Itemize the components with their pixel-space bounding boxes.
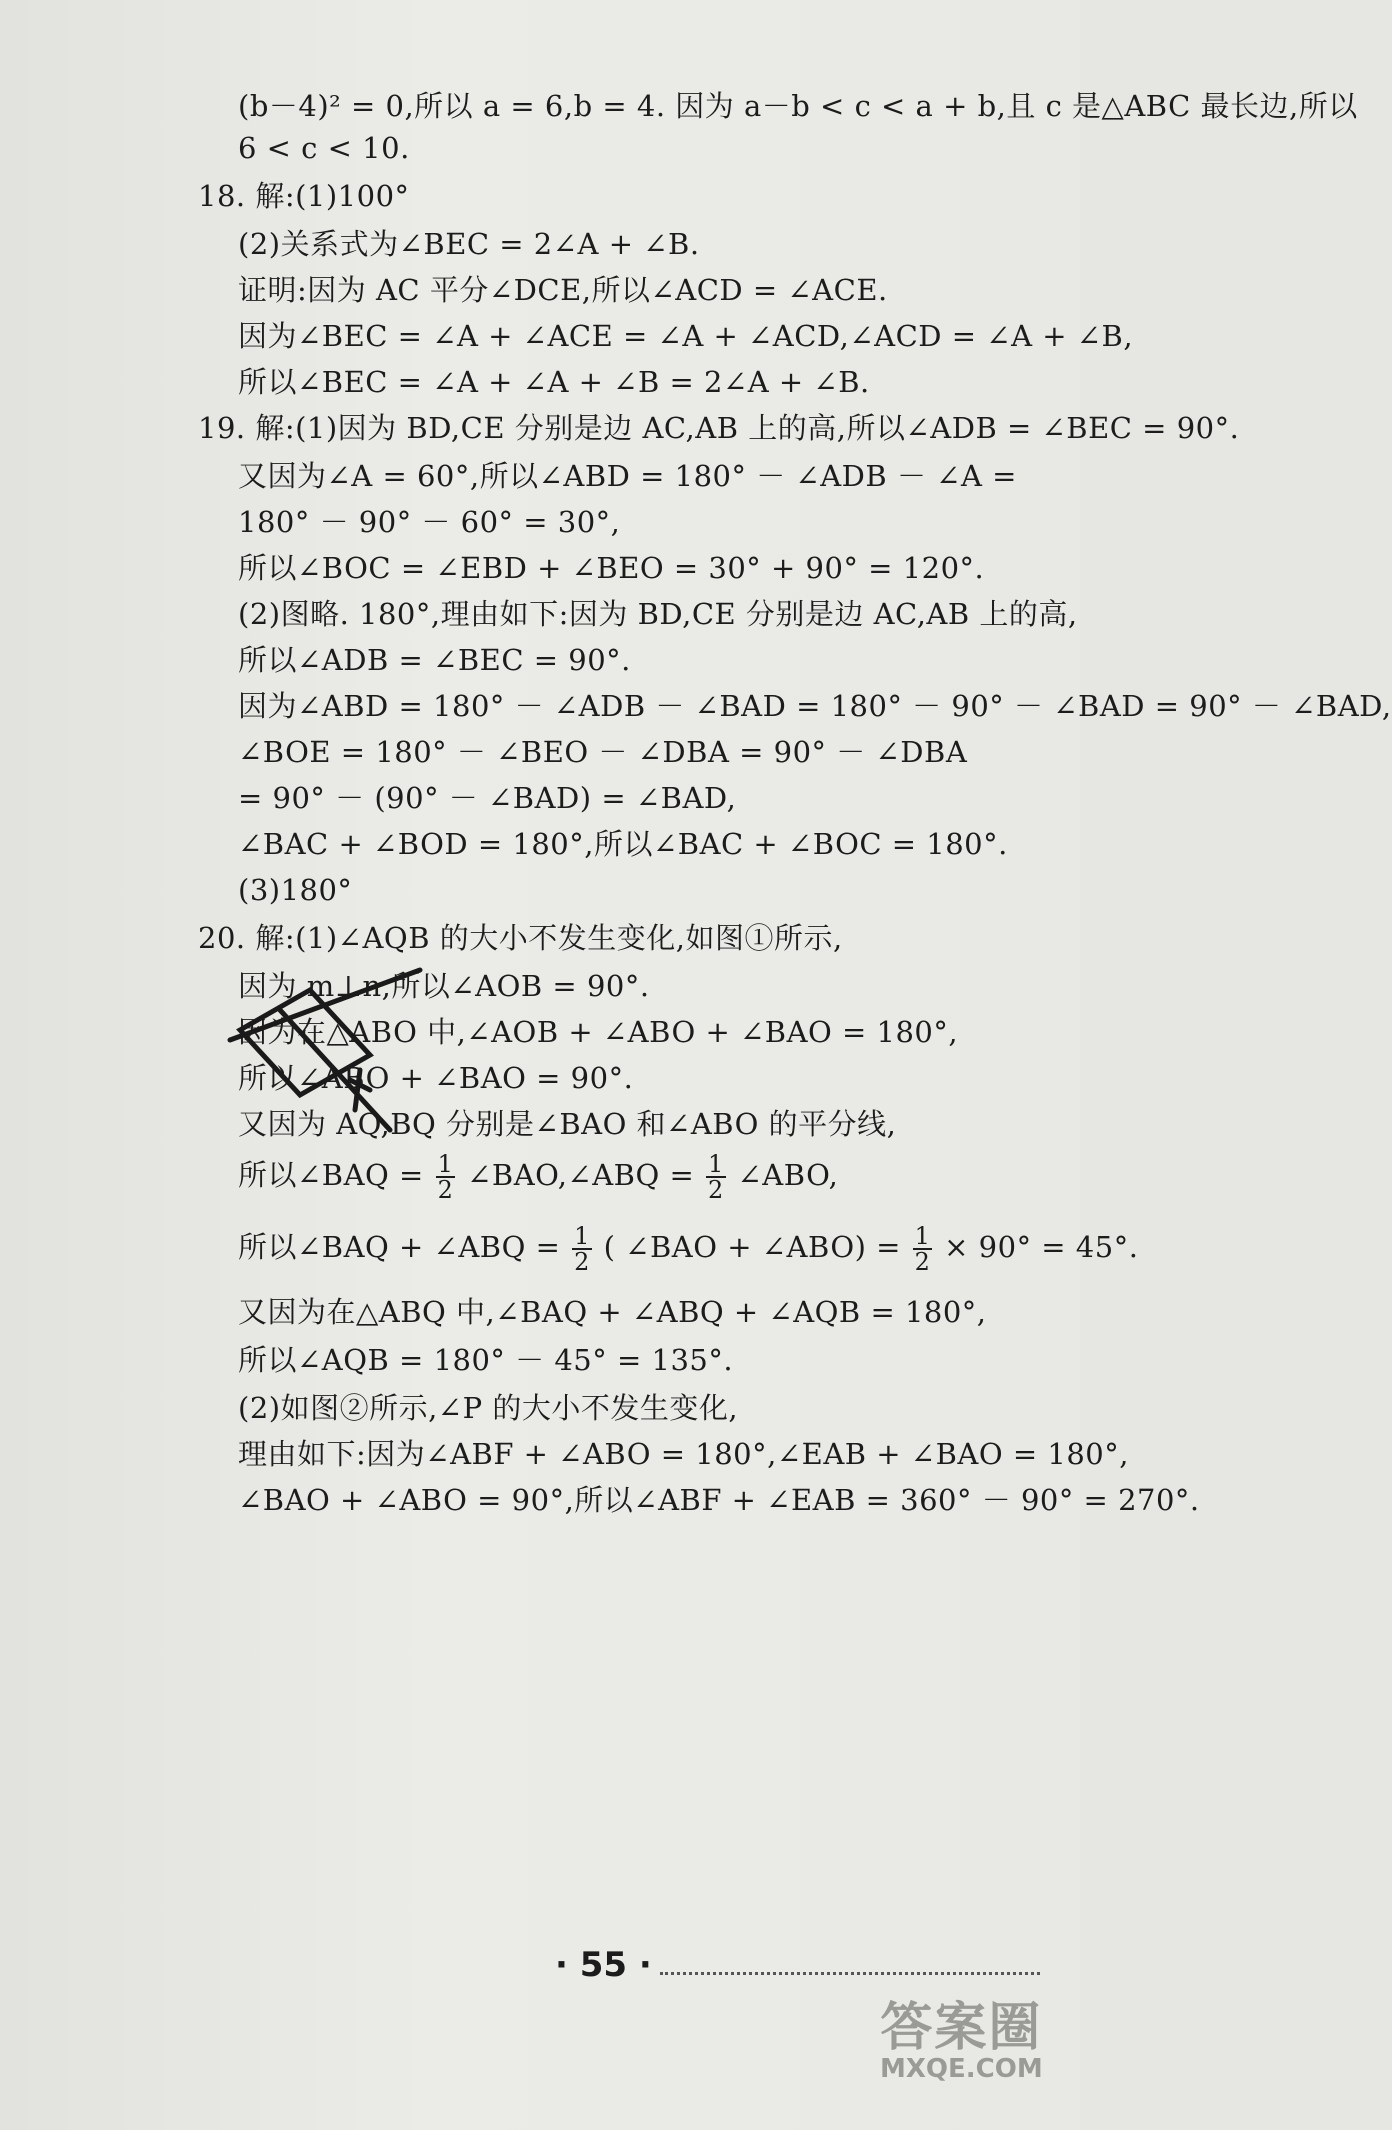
text-line: 因为∠ABD = 180° － ∠ADB － ∠BAD = 180° － 90° － ∠BAD = 90° － ∠BAD, (238, 689, 1392, 723)
text-line: 所以∠AQB = 180° － 45° = 135°. (238, 1343, 734, 1377)
fraction-line (238, 1152, 838, 1202)
text-fragment: × 90° = 45°. (944, 1230, 1139, 1264)
text-line: 180° － 90° － 60° = 30°, (238, 505, 621, 539)
text-line: 所以∠ADB = ∠BEC = 90°. (238, 643, 631, 677)
watermark-url: MXQE.COM (880, 2054, 1043, 2084)
text-line: 又因为在△ABQ 中,∠BAQ + ∠ABQ + ∠AQB = 180°, (238, 1295, 987, 1329)
text-fragment: ∠ABO, (737, 1158, 839, 1192)
fraction-denominator: 2 (708, 1176, 724, 1204)
fraction-line (238, 1224, 1138, 1274)
handwritten-mark (220, 970, 420, 1140)
text-line: 又因为∠A = 60°,所以∠ABD = 180° － ∠ADB － ∠A = (238, 459, 1017, 493)
text-line: 因为∠BEC = ∠A + ∠ACE = ∠A + ∠ACD,∠ACD = ∠A + ∠B, (238, 319, 1134, 353)
text-line: 又因为 AQ,BQ 分别是∠BAO 和∠ABO 的平分线, (238, 1107, 897, 1141)
fraction-numerator: 1 (914, 1222, 931, 1250)
text-line: (2)如图②所示,∠P 的大小不发生变化, (238, 1391, 739, 1425)
fraction-one-half (913, 1224, 933, 1274)
fraction-denominator: 2 (914, 1248, 931, 1276)
text-line: (b－4)² = 0,所以 a = 6,b = 4. 因为 a－b < c < a + b,且 c 是△ABC 最长边,所以 (238, 89, 1358, 123)
fraction-numerator: 1 (574, 1222, 590, 1250)
text-fragment: 所以∠BAQ = (238, 1158, 424, 1192)
fraction-one-half (706, 1152, 726, 1202)
text-line: 因为在△ABO 中,∠AOB + ∠ABO + ∠BAO = 180°, (238, 1015, 959, 1049)
question-19-heading: 19. 解:(1)因为 BD,CE 分别是边 AC,AB 上的高,所以∠ADB = ∠BEC = 90°. (198, 411, 1240, 445)
text-line: ∠BAC + ∠BOD = 180°,所以∠BAC + ∠BOC = 180°. (238, 827, 1008, 861)
text-line: (2)关系式为∠BEC = 2∠A + ∠B. (238, 227, 700, 261)
text-line: ∠BAO + ∠ABO = 90°,所以∠ABF + ∠EAB = 360° － 90° = 270°. (238, 1483, 1200, 1517)
text-line: (3)180° (238, 873, 353, 907)
site-watermark (880, 1985, 1043, 2084)
fraction-numerator: 1 (708, 1150, 724, 1178)
page-number: · 55 · (555, 1945, 652, 1985)
fraction-one-half (436, 1152, 456, 1202)
text-line: (2)图略. 180°,理由如下:因为 BD,CE 分别是边 AC,AB 上的高, (238, 597, 1078, 631)
watermark-text: 答案圈 (880, 1998, 1043, 2058)
fraction-denominator: 2 (437, 1176, 454, 1204)
fraction-denominator: 2 (574, 1248, 590, 1276)
text-line: ∠BOE = 180° － ∠BEO － ∠DBA = 90° － ∠DBA (238, 735, 968, 769)
text-line: 因为 m⊥n,所以∠AOB = 90°. (238, 969, 650, 1003)
text-line: 所以∠ABO + ∠BAO = 90°. (238, 1061, 634, 1095)
text-line: = 90° － (90° － ∠BAD) = ∠BAD, (238, 781, 737, 815)
question-18-heading: 18. 解:(1)100° (198, 179, 410, 213)
dotted-rule (660, 1972, 1040, 1975)
fraction-one-half (572, 1224, 592, 1274)
text-fragment: ∠BAO,∠ABQ = (467, 1158, 695, 1192)
text-line: 证明:因为 AC 平分∠DCE,所以∠ACD = ∠ACE. (238, 273, 888, 307)
text-line: 6 < c < 10. (238, 131, 410, 165)
text-line: 所以∠BOC = ∠EBD + ∠BEO = 30° + 90° = 120°. (238, 551, 985, 585)
text-fragment: 所以∠BAQ + ∠ABQ = (238, 1230, 561, 1264)
text-line: 所以∠BEC = ∠A + ∠A + ∠B = 2∠A + ∠B. (238, 365, 870, 399)
fraction-numerator: 1 (437, 1150, 454, 1178)
text-line: 理由如下:因为∠ABF + ∠ABO = 180°,∠EAB + ∠BAO = 180°, (238, 1437, 1129, 1471)
text-fragment: ( ∠BAO + ∠ABO) = (603, 1230, 901, 1264)
question-20-heading: 20. 解:(1)∠AQB 的大小不发生变化,如图①所示, (198, 921, 843, 955)
